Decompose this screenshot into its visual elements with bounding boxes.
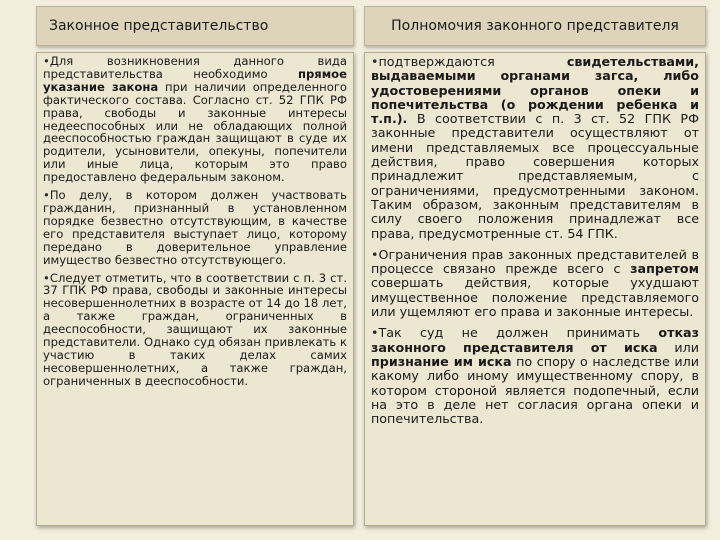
paragraph-text: Ограничения прав законных представителей в процессе связано прежде всего с [371,246,699,277]
right-paragraph [371,326,699,426]
paragraph-text: По делу, в котором должен участвовать гражданин, признанный в установленном порядке безвестно отсутствующим, в качестве его представителя выступает лицо, которому передано в доверительное управление имущество безвестно отсутствующего. [43,188,347,267]
paragraph-text: Для возникновения данного вида представительства необходимо [43,54,347,81]
paragraph-text: Так суд не должен принимать [378,325,659,341]
right-column-header [364,6,706,46]
bullet-icon: • [43,270,50,285]
bullet-icon: • [371,246,379,262]
bullet-icon: • [43,54,50,68]
left-column-title: Законное представительство [49,18,269,34]
paragraph-bold-text: отказ законного представителя от иска [371,325,699,355]
right-column [364,6,706,526]
bullet-icon: • [43,188,50,203]
left-column-header [36,6,354,46]
paragraph-bold-text: прямое указание закона [43,66,347,94]
right-column-body [364,52,706,526]
right-paragraph [371,248,699,319]
left-column-body [36,52,354,526]
bullet-icon: • [371,325,379,341]
paragraph-bold-text: свидетельствами, выдаваемыми органами загса, либо удостоверениями органов опеки и попечительства (о рождении ребенка и т.п.). [371,54,699,127]
left-paragraph [43,189,347,266]
paragraph-text: по спору о наследстве или какому либо иному имущественному спору, в котором стороной является подопечный, если на это в деле нет согласия органа опеки и попечительства. [371,353,699,427]
left-paragraph [43,55,347,184]
right-paragraph [371,55,699,241]
paragraph-text: подтверждаются [378,54,567,69]
paragraph-bold-text: признание им иска [371,353,512,369]
paragraph-text: или [657,339,699,355]
paragraph-text: В соответствии с п. 3 ст. 52 ГПК РФ законные представители осуществляют от имени представляемых все процессуальные действия, право совершения которых принадлежит представляемым, с ограничениями, предусмотренными законом. Таким образом, законным представителям в силу своего положения принадлежат все права, предусмотренные ст. 54 ГПК. [371,111,699,241]
bullet-icon: • [371,54,379,69]
paragraph-bold-text: запретом [630,261,699,277]
paragraph-text: совершать действия, которые ухудшают имущественное положение представляемого или ущемляют его права и законные интересы. [371,275,699,320]
left-paragraph [43,272,347,388]
paragraph-text: Следует отметить, что в соответствии с п. 3 ст. 37 ГПК РФ права, свободы и законные интересы несовершеннолетних в возрасте от 14 до 18 лет, а также граждан, ограниченных в дееспособности, защищают их законные представители. Однако суд обязан привлекать к участию в таких делах самих несовершеннолетних, а также граждан, ограниченных в дееспособности. [43,270,347,388]
paragraph-text: при наличии определенного фактического состава. Согласно ст. 52 ГПК РФ права, свободы и законные интересы недееспособных или не обладающих полной дееспособностью граждан защищают в суде их родители, усыновители, опекуны, попечители или иные лица, которым это право предоставлено федеральным законом. [43,79,348,185]
right-column-title: Полномочия законного представителя [391,18,679,34]
left-column [36,6,354,526]
